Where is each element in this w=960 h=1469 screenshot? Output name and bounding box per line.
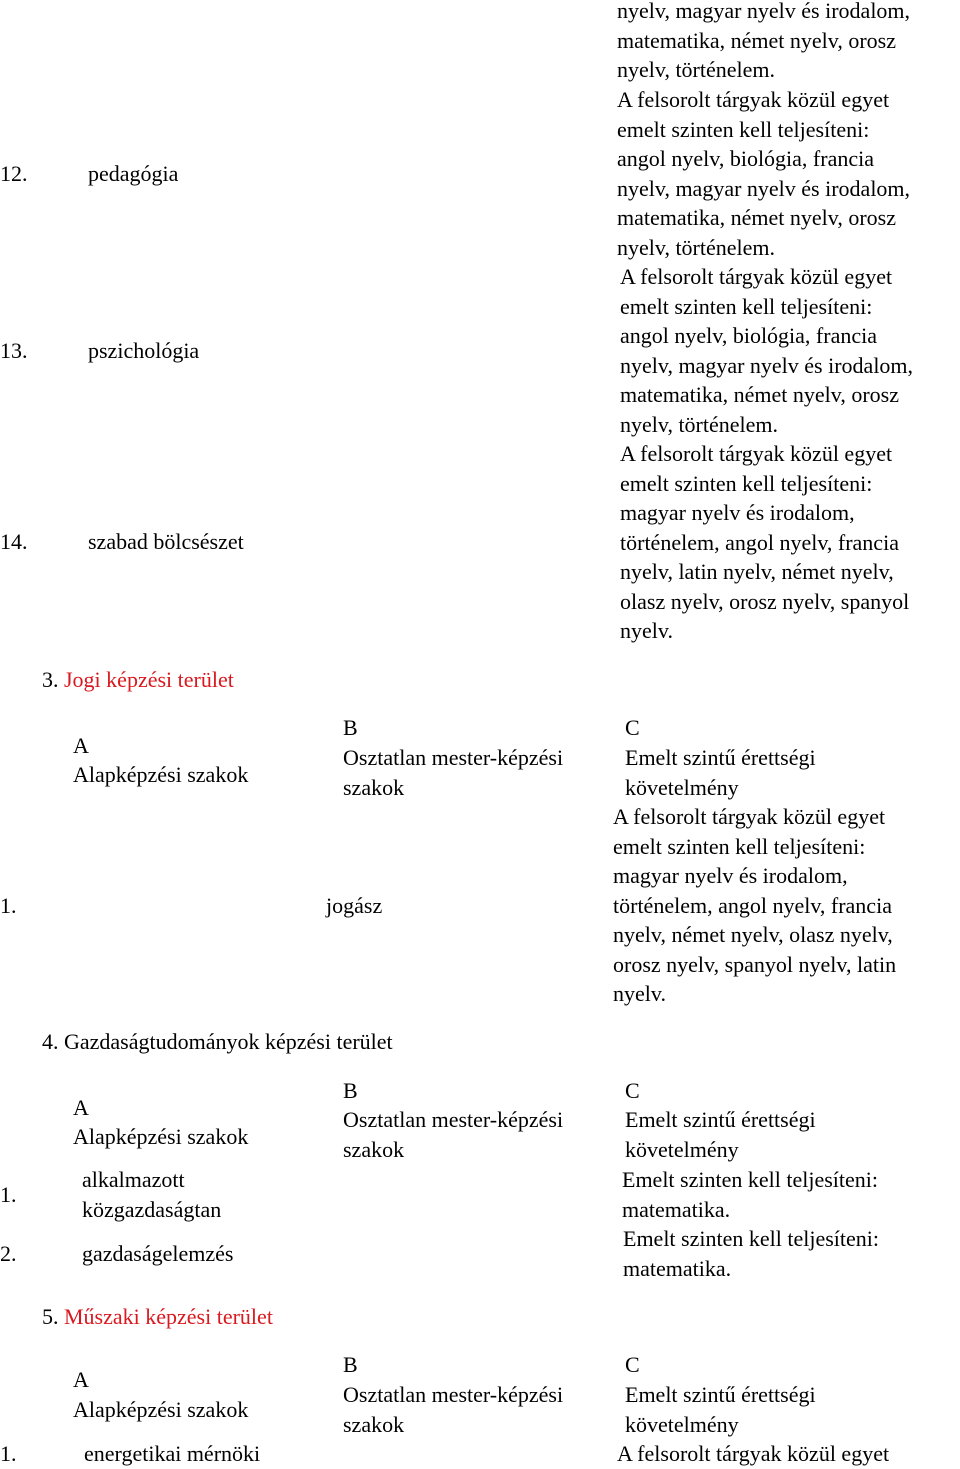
section-number: 5.: [42, 1304, 64, 1329]
requirement-text: A felsorolt tárgyak közül egyet emelt szinten kell teljesíteni: angol nyelv, biológia, francia nyelv, magyar nyelv és irodalom, matematika, német nyelv, orosz nyelv, történelem.: [617, 87, 911, 260]
column-a-letter: A: [73, 733, 89, 758]
program-name: pedagógia: [88, 161, 179, 186]
section-title: Jogi képzési terület: [64, 667, 234, 692]
column-b-letter: B: [343, 715, 358, 740]
program-name: jogász: [326, 893, 383, 918]
requirement-text: A felsorolt tárgyak közül egyet: [617, 1441, 890, 1466]
column-a-letter: A: [73, 1095, 89, 1120]
column-b-label: Osztatlan mester-képzési szakok: [343, 745, 564, 800]
column-c-letter: C: [625, 715, 640, 740]
section-heading: [42, 1302, 273, 1332]
column-c-label: Emelt szintű érettségi követelmény: [625, 1107, 816, 1162]
requirement-text: A felsorolt tárgyak közül egyet emelt szinten kell teljesíteni: magyar nyelv és irodalom, történelem, angol nyelv, francia nyelv, német nyelv, olasz nyelv, orosz nyelv, spanyol nyelv, latin nyelv.: [613, 804, 897, 1006]
column-c-letter: C: [625, 1352, 640, 1377]
continued-requirement-text: nyelv, magyar nyelv és irodalom, matematika, német nyelv, orosz nyelv, történelem.: [617, 0, 911, 82]
row-number: 14.: [0, 529, 28, 554]
row-number: 2.: [0, 1241, 17, 1266]
requirement-text: A felsorolt tárgyak közül egyet emelt szinten kell teljesíteni: magyar nyelv és irodalom, történelem, angol nyelv, francia nyelv, latin nyelv, német nyelv, olasz nyelv, orosz nyelv, spanyol nyelv.: [620, 441, 910, 643]
section-title: Műszaki képzési terület: [64, 1304, 273, 1329]
column-c-letter: C: [625, 1078, 640, 1103]
program-name: energetikai mérnöki: [84, 1441, 261, 1466]
section-number: 3.: [42, 667, 64, 692]
requirement-text: A felsorolt tárgyak közül egyet emelt szinten kell teljesíteni: angol nyelv, biológia, francia nyelv, magyar nyelv és irodalom, matematika, német nyelv, orosz nyelv, történelem.: [620, 264, 914, 437]
requirement-text: Emelt szinten kell teljesíteni: matematika.: [622, 1167, 878, 1222]
column-a-label: Alapképzési szakok: [73, 762, 249, 787]
column-a-label: Alapképzési szakok: [73, 1397, 249, 1422]
column-a-letter: A: [73, 1367, 89, 1392]
column-b-label: Osztatlan mester-képzési szakok: [343, 1382, 564, 1437]
column-a-label: Alapképzési szakok: [73, 1124, 249, 1149]
program-name: alkalmazott közgazdaságtan: [82, 1167, 222, 1222]
column-b-letter: B: [343, 1078, 358, 1103]
column-c-label: Emelt szintű érettségi követelmény: [625, 745, 816, 800]
program-name: pszichológia: [88, 338, 200, 363]
column-b-letter: B: [343, 1352, 358, 1377]
column-b-label: Osztatlan mester-képzési szakok: [343, 1107, 564, 1162]
program-name: gazdaságelemzés: [82, 1241, 234, 1266]
column-c-label: Emelt szintű érettségi követelmény: [625, 1382, 816, 1437]
program-name: szabad bölcsészet: [88, 529, 244, 554]
row-number: 1.: [0, 1441, 17, 1466]
row-number: 13.: [0, 338, 28, 363]
section-heading: [42, 665, 234, 695]
row-number: 1.: [0, 1182, 17, 1207]
row-number: 12.: [0, 161, 28, 186]
row-number: 1.: [0, 893, 17, 918]
requirement-text: Emelt szinten kell teljesíteni: matematika.: [623, 1226, 879, 1281]
section-heading: 4. Gazdaságtudományok képzési terület: [42, 1029, 393, 1054]
